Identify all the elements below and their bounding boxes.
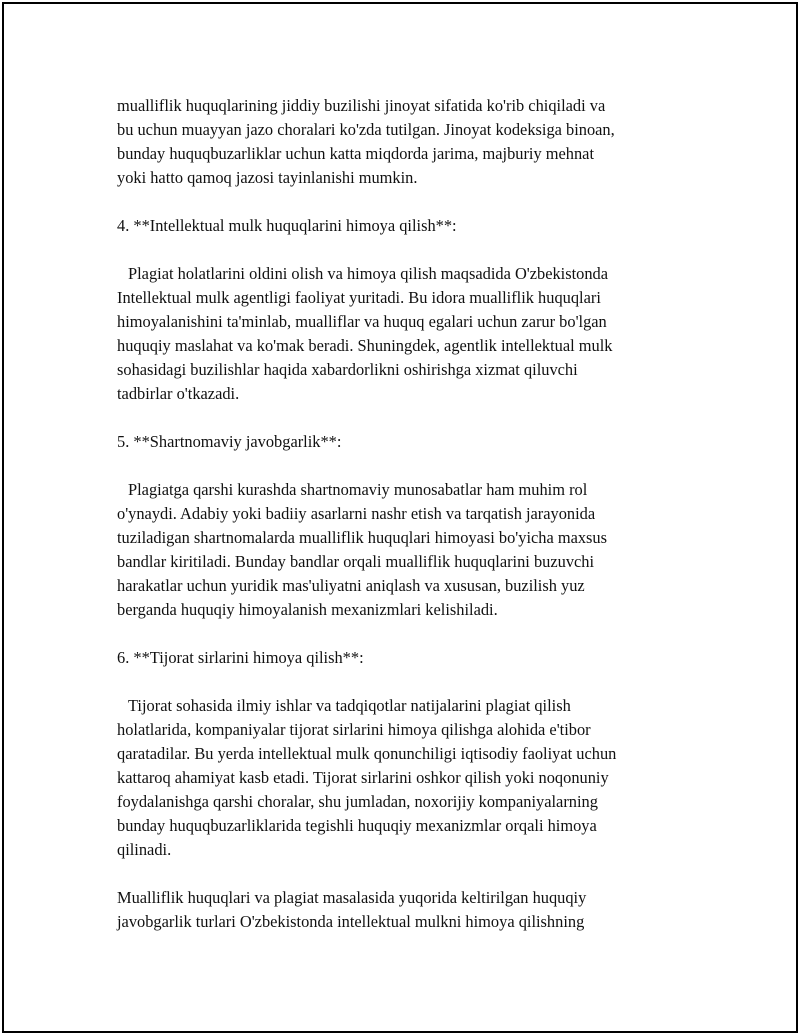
heading-section-4: 4. **Intellektual mulk huquqlarini himoya qilish**: (117, 216, 457, 235)
heading-section-6: 6. **Tijorat sirlarini himoya qilish**: (117, 648, 364, 667)
paragraph-section-4: Plagiat holatlarini oldini olish va himoya qilish maqsadida O'zbekistonda Intellektual mulk agentligi faoliyat yuritadi. Bu idora mualliflik huquqlari himoyalanishini ta'minlab, mualliflar va huquq egalari uchun zarur bo'lgan huquqiy maslahat va ko'mak beradi. Shuningdek, agentlik intellektual mulk sohasidagi buzilishlar haqida xabardorlikni oshirishga xizmat qiluvchi tadbirlar o'tkazadi. (117, 264, 613, 403)
paragraph-section-5: Plagiatga qarshi kurashda shartnomaviy munosabatlar ham muhim rol o'ynaydi. Adabiy yoki badiiy asarlarni nashr etish va tarqatish jarayonida tuziladigan shartnomalarda mualliflik huquqlari himoyasi bo'yicha maxsus bandlar kiritiladi. Bunday bandlar orqali mualliflik huquqlarini buzuvchi harakatlar uchun yuridik mas'uliyatni aniqlash va xususan, buzilish yuz berganda huquqiy himoyalanish mexanizmlari kelishiladi. (117, 480, 608, 619)
paragraph-section-6: Tijorat sohasida ilmiy ishlar va tadqiqotlar natijalarini plagiat qilish holatlarida, kompaniyalar tijorat sirlarini himoya qilishga alohida e'tibor qaratadilar. Bu yerda intellektual mulk qonunchiligi iqtisodiy faoliyat uchun kattaroq ahamiyat kasb etadi. Tijorat sirlarini oshkor qilish yoki noqonuniy foydalanishga qarshi choralar, shu jumladan, noxorijiy kompaniyalarning bunday huquqbuzarliklarida tegishli huquqiy mexanizmlar orqali himoya qilinadi. (117, 696, 617, 859)
paragraph-conclusion: Mualliflik huquqlari va plagiat masalasida yuqorida keltirilgan huquqiy javobgarlik turlari O'zbekistonda intellektual mulkni himoya qilishning (117, 888, 587, 931)
heading-section-5: 5. **Shartnomaviy javobgarlik**: (117, 432, 342, 451)
document-body (117, 94, 677, 934)
paragraph-criminal-liability: mualliflik huquqlarining jiddiy buzilishi jinoyat sifatida ko'rib chiqiladi va bu uchun muayyan jazo choralari ko'zda tutilgan. Jinoyat kodeksiga binoan, bunday huquqbuzarliklar uchun katta miqdorda jarima, majburiy mehnat yoki hatto qamoq jazosi tayinlanishi mumkin. (117, 96, 615, 187)
